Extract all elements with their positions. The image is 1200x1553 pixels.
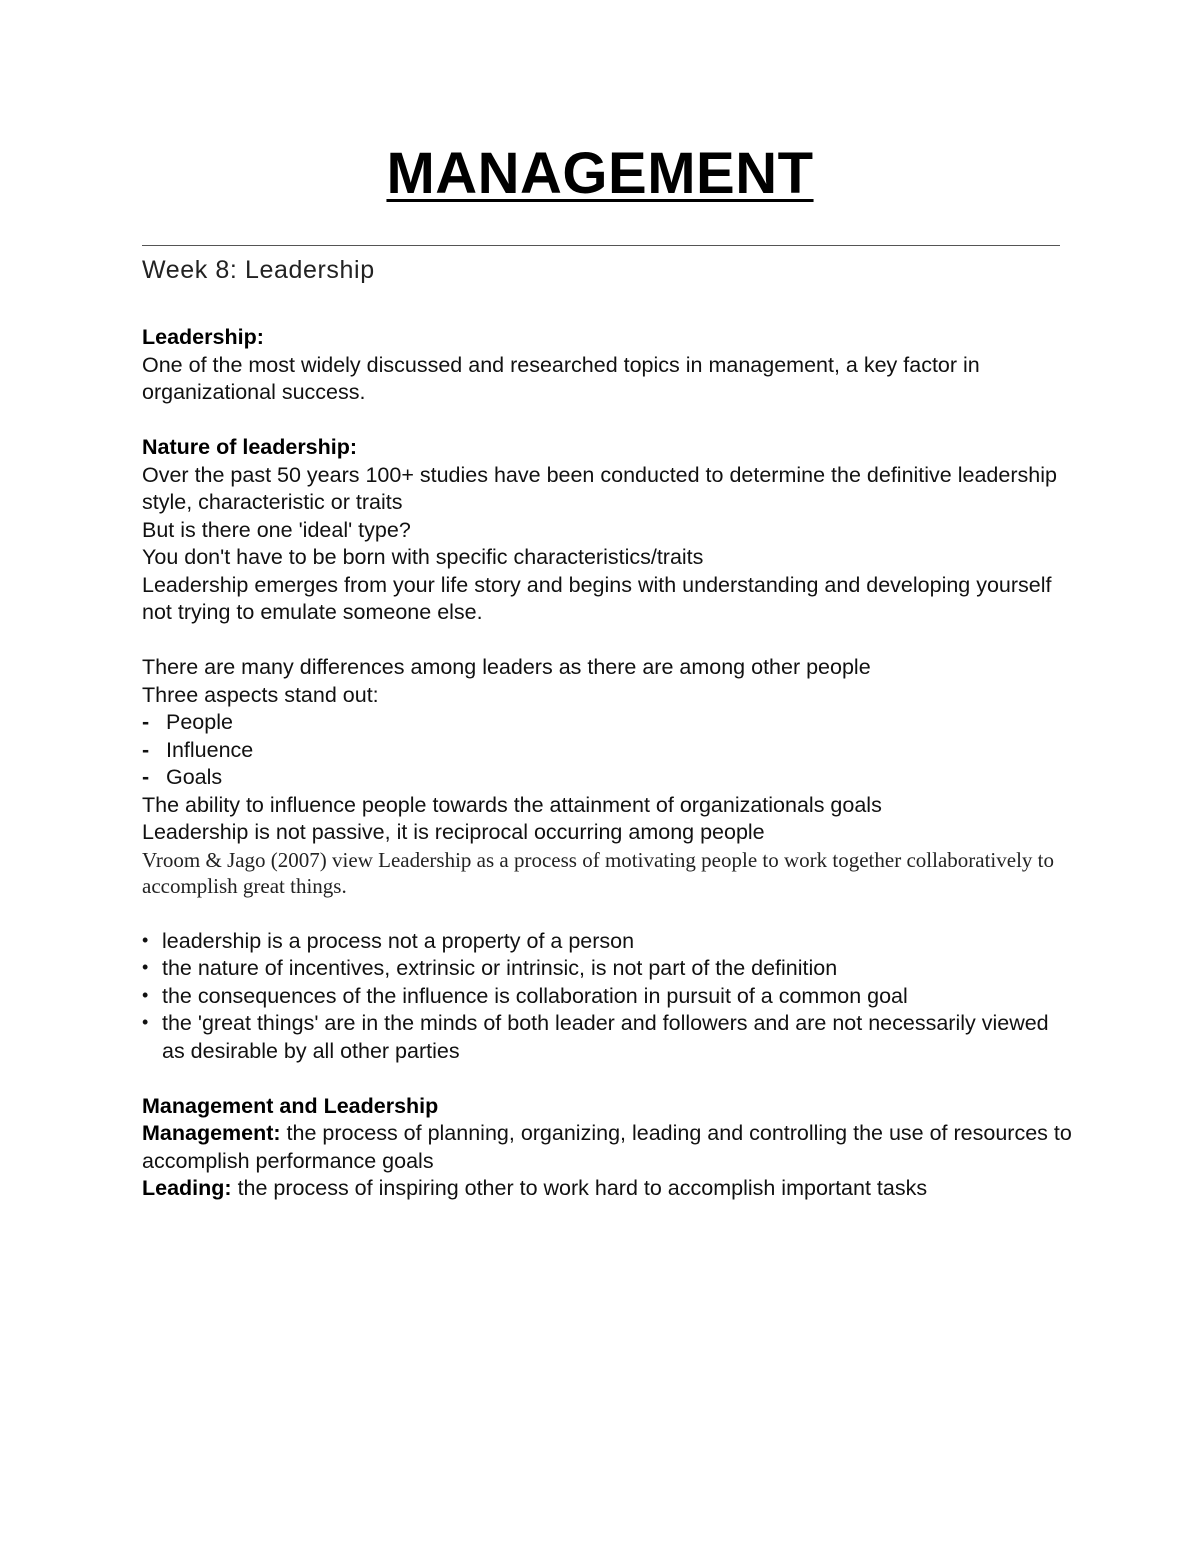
list-item: • the 'great things' are in the minds of both leader and followers and are not necessarily viewed as desirable by all other parties	[142, 1011, 1049, 1063]
list-item	[142, 764, 1072, 792]
nature-section	[142, 434, 1072, 627]
differences-line: Leadership is not passive, it is reciprocal occurring among people	[142, 820, 765, 844]
management-text: the process of planning, organizing, leading and controlling the use of resources to accomplish performance goals	[142, 1121, 1072, 1173]
nature-line: Leadership emerges from your life story and begins with understanding and developing yourself not trying to emulate someone else.	[142, 572, 1052, 624]
list-item	[142, 709, 1072, 737]
differences-section	[142, 654, 1072, 847]
leadership-heading: Leadership:	[142, 325, 264, 349]
quote-text: Vroom & Jago (2007) view Leadership as a process of motivating people to work together collaboratively to accomplish great things.	[142, 847, 1054, 898]
management-definition	[142, 1120, 1072, 1175]
aspect-label: Influence	[166, 737, 254, 762]
management-label: Management:	[142, 1121, 281, 1145]
dash-marker: -	[142, 710, 150, 734]
bullet-marker: •	[142, 957, 149, 977]
leadership-section	[142, 324, 1072, 407]
bullet-marker: •	[142, 1012, 149, 1032]
management-leadership-section	[142, 1093, 1072, 1203]
bullet-marker: •	[142, 929, 149, 950]
nature-line: Over the past 50 years 100+ studies have been conducted to determine the definitive leadership style, characteristic or traits	[142, 462, 1057, 514]
leadership-text: One of the most widely discussed and researched topics in management, a key factor in organizational success.	[142, 352, 980, 404]
list-item	[142, 737, 1072, 765]
list-item: • the consequences of the influence is collaboration in pursuit of a common goal	[142, 983, 908, 1008]
leading-label: Leading:	[142, 1176, 232, 1200]
week-subtitle: Week 8: Leadership	[142, 256, 375, 284]
list-item: • leadership is a process not a property of a person	[142, 928, 635, 953]
leading-text: the process of inspiring other to work hard to accomplish important tasks	[231, 1176, 928, 1200]
list-item: • the nature of incentives, extrinsic or intrinsic, is not part of the definition	[142, 956, 838, 980]
differences-line: The ability to influence people towards the attainment of organizationals goals	[142, 792, 882, 817]
aspects-list	[142, 709, 1072, 792]
dash-marker: -	[142, 765, 150, 789]
dash-marker: -	[142, 737, 150, 762]
differences-line: Three aspects stand out:	[142, 682, 379, 707]
aspect-label: Goals	[166, 765, 223, 789]
nature-line: You don't have to be born with specific characteristics/traits	[142, 545, 704, 569]
title-divider	[142, 245, 1060, 246]
bullet-marker: •	[142, 984, 149, 1005]
differences-line: There are many differences among leaders as there are among other people	[142, 655, 871, 679]
document-title: MANAGEMENT	[386, 141, 814, 206]
document-body	[142, 324, 1072, 1203]
nature-heading: Nature of leadership:	[142, 435, 358, 459]
management-leadership-heading: Management and Leadership	[142, 1093, 439, 1118]
definition-points-list	[142, 928, 1072, 1066]
leading-definition	[142, 1175, 1072, 1203]
nature-line: But is there one 'ideal' type?	[142, 517, 411, 542]
aspect-label: People	[166, 710, 233, 734]
